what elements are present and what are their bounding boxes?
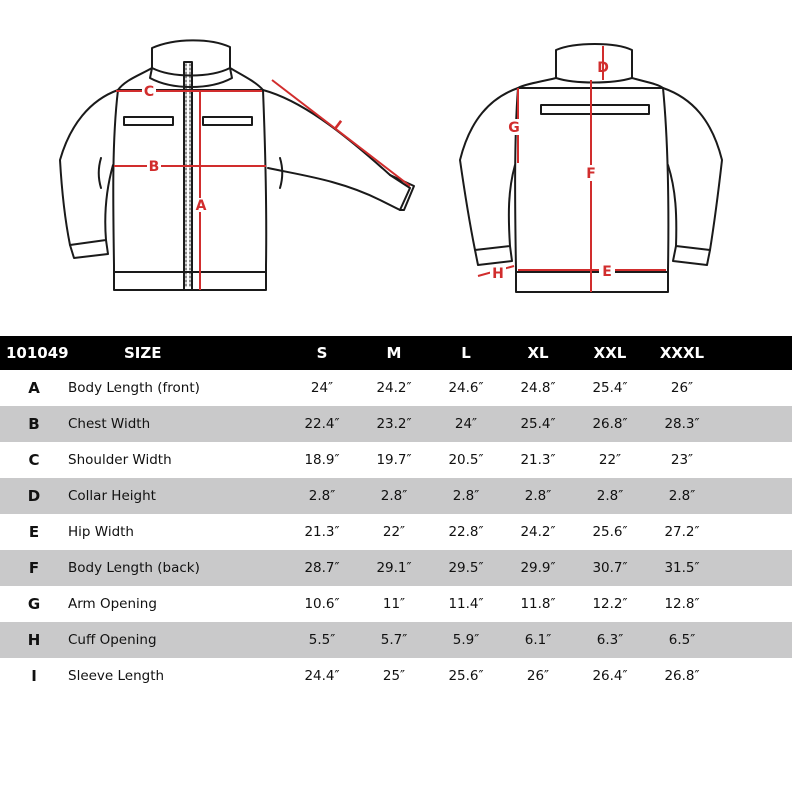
row-value: 28.3″ xyxy=(664,416,700,432)
row-code: F xyxy=(28,559,40,577)
row-value: 24.8″ xyxy=(520,380,556,396)
row-value: 25.6″ xyxy=(448,668,484,684)
row-value: 12.2″ xyxy=(592,596,628,612)
row-measurement-name: Hip Width xyxy=(68,524,134,540)
row-value: 24.4″ xyxy=(304,668,340,684)
row-value: 10.6″ xyxy=(304,596,340,612)
size-col-s: S xyxy=(316,344,328,362)
row-value: 30.7″ xyxy=(592,560,628,576)
table-row xyxy=(0,658,792,694)
row-measurement-name: Body Length (front) xyxy=(68,380,200,396)
row-value: 6.5″ xyxy=(668,632,696,648)
row-value: 25″ xyxy=(382,668,406,684)
row-value: 26″ xyxy=(670,380,694,396)
jacket-illustration xyxy=(0,0,792,300)
measure-label-d: D xyxy=(597,60,609,76)
row-value: 24″ xyxy=(310,380,334,396)
row-value: 21.3″ xyxy=(304,524,340,540)
row-spacer xyxy=(718,406,792,442)
row-measurement-name: Chest Width xyxy=(68,416,151,432)
measure-label-a: A xyxy=(195,198,207,214)
row-value: 11″ xyxy=(382,596,406,612)
row-measurement-name: Collar Height xyxy=(68,488,156,504)
row-value: 26.8″ xyxy=(664,668,700,684)
table-row xyxy=(0,622,792,658)
row-spacer xyxy=(718,622,792,658)
row-measurement-name: Cuff Opening xyxy=(68,632,157,648)
row-value: 23.2″ xyxy=(376,416,412,432)
row-value: 26.8″ xyxy=(592,416,628,432)
row-value: 27.2″ xyxy=(664,524,700,540)
size-col-xxl: XXL xyxy=(593,344,627,362)
row-spacer xyxy=(718,550,792,586)
row-value: 31.5″ xyxy=(664,560,700,576)
style-code: 101049 xyxy=(6,344,69,362)
row-value: 19.7″ xyxy=(376,452,412,468)
row-value: 20.5″ xyxy=(448,452,484,468)
row-value: 18.9″ xyxy=(304,452,340,468)
row-value: 22.4″ xyxy=(304,416,340,432)
row-measurement-name: Sleeve Length xyxy=(68,668,165,684)
measure-label-h: H xyxy=(492,266,504,282)
row-value: 12.8″ xyxy=(664,596,700,612)
row-value: 24.2″ xyxy=(376,380,412,396)
row-value: 25.4″ xyxy=(520,416,556,432)
row-code: G xyxy=(27,595,41,613)
row-value: 5.9″ xyxy=(452,632,480,648)
front-measure-lines xyxy=(114,80,410,290)
row-measurement-name: Arm Opening xyxy=(68,596,157,612)
size-col-xxxl: XXXL xyxy=(659,344,705,362)
row-measurement-name: Body Length (back) xyxy=(68,560,200,576)
row-code: D xyxy=(27,487,41,505)
table-row xyxy=(0,586,792,622)
row-code: I xyxy=(31,667,37,685)
table-row xyxy=(0,370,792,406)
table-row xyxy=(0,550,792,586)
row-code: C xyxy=(28,451,40,469)
row-measurement-name: Shoulder Width xyxy=(68,452,172,468)
row-value: 29.5″ xyxy=(448,560,484,576)
table-row xyxy=(0,478,792,514)
row-value: 2.8″ xyxy=(596,488,624,504)
row-value: 5.5″ xyxy=(308,632,336,648)
row-value: 26.4″ xyxy=(592,668,628,684)
table-row xyxy=(0,442,792,478)
size-col-xl: XL xyxy=(527,344,549,362)
measure-label-c: C xyxy=(143,84,155,100)
row-value: 25.4″ xyxy=(592,380,628,396)
table-row xyxy=(0,406,792,442)
row-value: 2.8″ xyxy=(308,488,336,504)
row-value: 22.8″ xyxy=(448,524,484,540)
row-value: 21.3″ xyxy=(520,452,556,468)
row-value: 24.6″ xyxy=(448,380,484,396)
row-value: 24.2″ xyxy=(520,524,556,540)
size-chart-table xyxy=(0,336,792,694)
table-header-row xyxy=(0,336,792,370)
measure-label-e: E xyxy=(602,264,612,280)
row-value: 24″ xyxy=(454,416,478,432)
row-spacer xyxy=(718,586,792,622)
table-body xyxy=(0,370,792,694)
row-value: 22″ xyxy=(598,452,622,468)
row-value: 22″ xyxy=(382,524,406,540)
row-value: 25.6″ xyxy=(592,524,628,540)
row-spacer xyxy=(718,658,792,694)
measure-label-b: B xyxy=(148,159,160,175)
row-value: 5.7″ xyxy=(380,632,408,648)
row-value: 11.8″ xyxy=(520,596,556,612)
table-row xyxy=(0,514,792,550)
size-header: SIZE xyxy=(124,344,162,362)
row-code: A xyxy=(28,379,40,397)
size-col-m: M xyxy=(386,344,402,362)
row-value: 29.9″ xyxy=(520,560,556,576)
row-value: 2.8″ xyxy=(668,488,696,504)
row-spacer xyxy=(718,478,792,514)
measure-label-g: G xyxy=(508,120,520,136)
row-value: 2.8″ xyxy=(524,488,552,504)
back-measure-lines xyxy=(478,46,666,292)
row-value: 6.1″ xyxy=(524,632,552,648)
row-value: 29.1″ xyxy=(376,560,412,576)
jacket-diagrams xyxy=(0,0,792,300)
row-value: 6.3″ xyxy=(596,632,624,648)
row-value: 23″ xyxy=(670,452,694,468)
header-spacer xyxy=(718,336,792,370)
row-code: H xyxy=(27,631,41,649)
row-spacer xyxy=(718,442,792,478)
row-code: B xyxy=(28,415,40,433)
row-spacer xyxy=(718,514,792,550)
row-value: 2.8″ xyxy=(452,488,480,504)
row-value: 2.8″ xyxy=(380,488,408,504)
measure-label-i: I xyxy=(330,117,345,134)
row-code: E xyxy=(28,523,40,541)
measure-label-f: F xyxy=(586,166,596,182)
size-col-l: L xyxy=(461,344,471,362)
row-value: 26″ xyxy=(526,668,550,684)
row-value: 11.4″ xyxy=(448,596,484,612)
row-spacer xyxy=(718,370,792,406)
row-value: 28.7″ xyxy=(304,560,340,576)
